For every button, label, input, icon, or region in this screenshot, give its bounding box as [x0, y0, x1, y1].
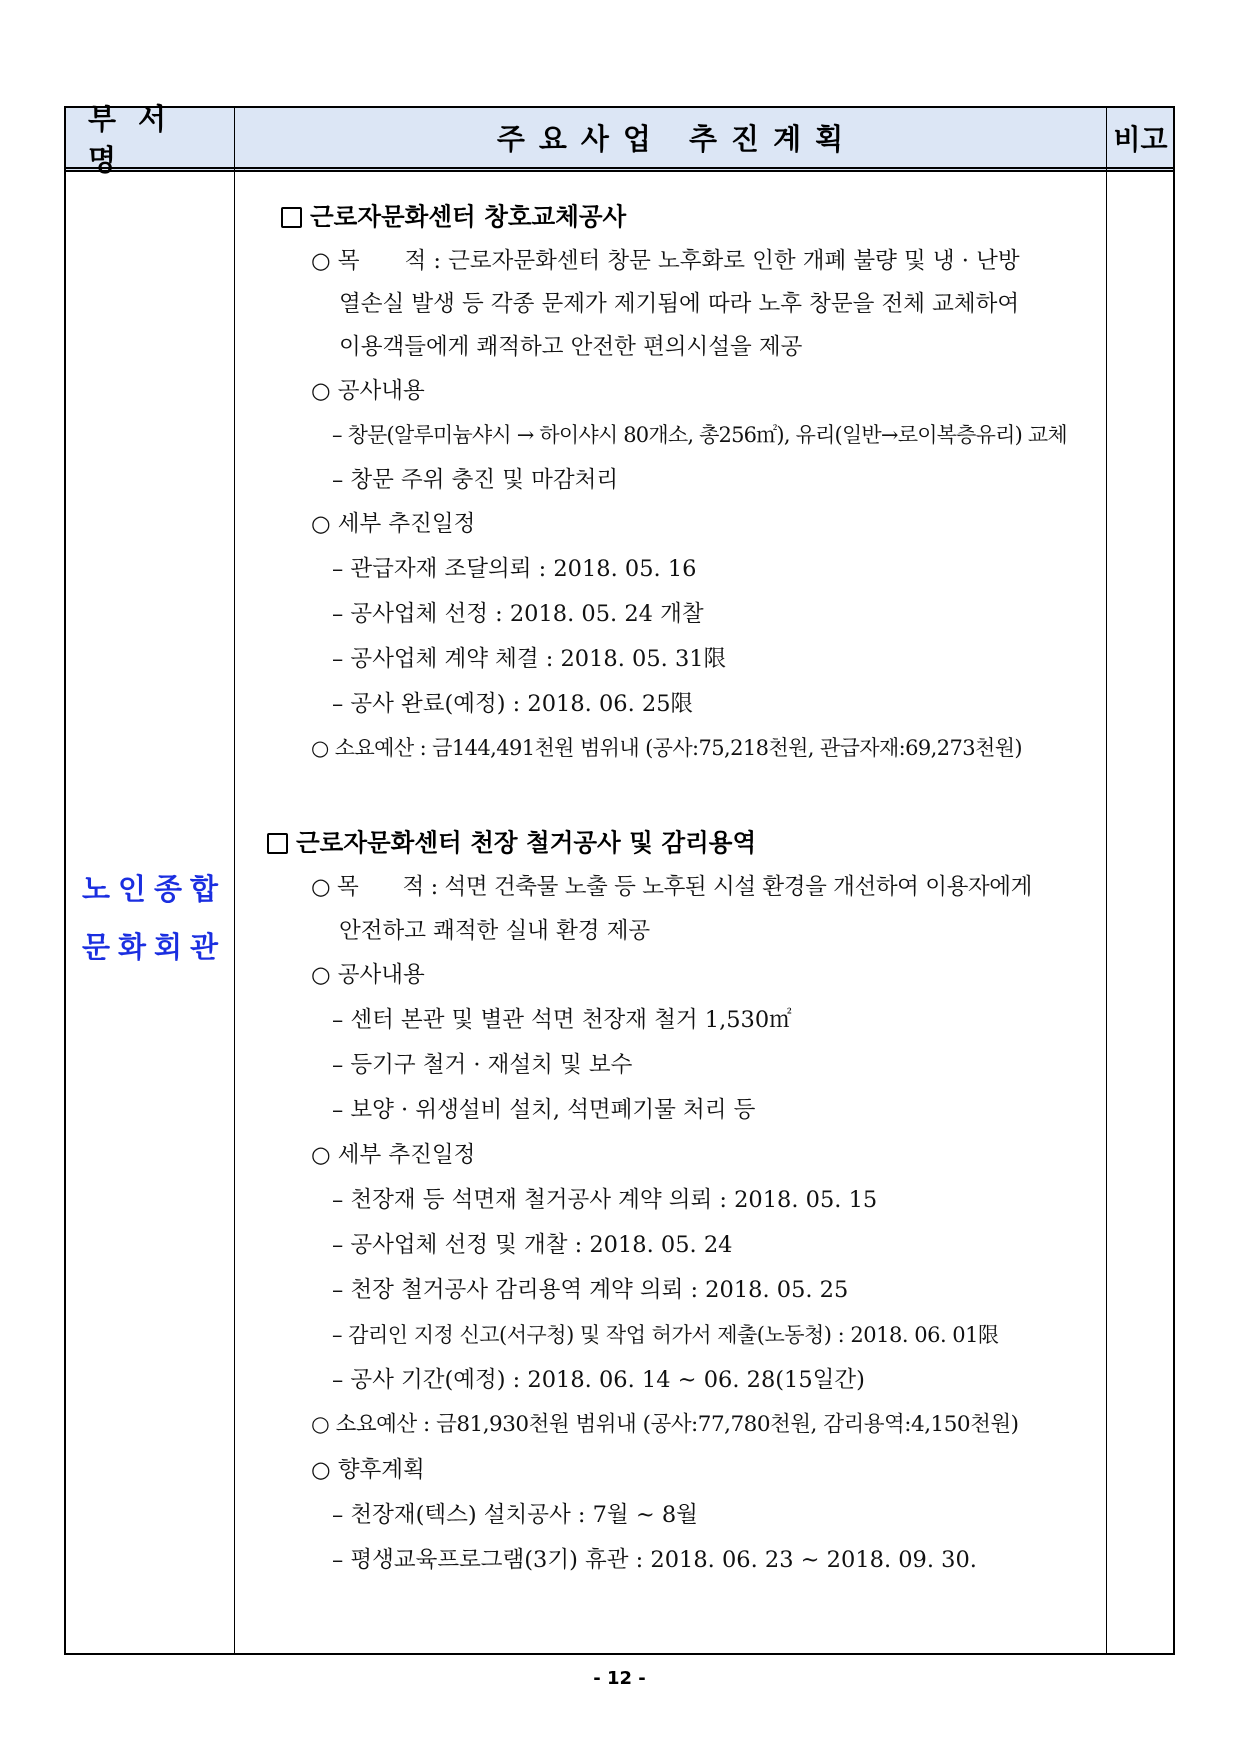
department-name-line-2: 문화회관 [81, 930, 227, 964]
checkbox-square-icon [281, 207, 302, 228]
header-department: 부서명 [88, 101, 189, 177]
project-2-title [267, 828, 756, 858]
project-1-schedule-item-2: – 공사업체 선정 : 2018. 05. 24 개찰 [332, 601, 704, 627]
department-name-line-1: 노인종합 [81, 872, 227, 906]
project-2-content-item-2: – 등기구 철거 · 재설치 및 보수 [332, 1052, 633, 1078]
header-remarks: 비고 [1113, 122, 1168, 156]
project-2-content-heading: ○ 공사내용 [311, 962, 425, 988]
project-2-future-heading: ○ 향후계획 [311, 1457, 425, 1483]
plan-table [64, 101, 1175, 1655]
project-2-schedule-heading: ○ 세부 추진일정 [311, 1142, 476, 1168]
project-2-content-item-1: – 센터 본관 및 별관 석면 천장재 철거 1,530㎡ [332, 1007, 792, 1033]
project-1-purpose-line-2: 열손실 발생 등 각종 문제가 제기됨에 따라 노후 창문을 전체 교체하여 [339, 291, 1020, 317]
page-number: - 12 - [593, 1668, 646, 1689]
project-2-schedule-item-2: – 공사업체 선정 및 개찰 : 2018. 05. 24 [332, 1232, 733, 1258]
table-header [66, 101, 1173, 177]
project-1-budget: ○ 소요예산 : 금144,491천원 범위내 (공사:75,218천원, 관급자재:69,273천원) [311, 736, 1022, 760]
project-2-schedule-item-1: – 천장재 등 석면재 철거공사 계약 의뢰 : 2018. 05. 15 [332, 1187, 878, 1213]
project-2-schedule-item-3: – 천장 철거공사 감리용역 계약 의뢰 : 2018. 05. 25 [332, 1277, 849, 1303]
project-2-schedule-item-5: – 공사 기간(예정) : 2018. 06. 14 ~ 06. 28(15일간) [332, 1367, 865, 1393]
project-2-schedule-item-4: – 감리인 지정 신고(서구청) 및 작업 허가서 제출(노동청) : 2018. 06. 01限 [332, 1323, 999, 1347]
project-1-purpose-line-1: ○ 목 적 : 근로자문화센터 창문 노후화로 인한 개폐 불량 및 냉 · 난방 [311, 248, 1020, 274]
project-1-schedule-item-4: – 공사 완료(예정) : 2018. 06. 25限 [332, 691, 694, 717]
project-1-content-item-2: – 창문 주위 충진 및 마감처리 [332, 467, 619, 493]
project-2-purpose-line-1: ○ 목 적 : 석면 건축물 노출 등 노후된 시설 환경을 개선하여 이용자에게 [311, 874, 1032, 900]
checkbox-square-icon [267, 833, 288, 854]
column-divider-right [1106, 108, 1107, 1653]
project-1-title [281, 202, 626, 232]
project-2-budget: ○ 소요예산 : 금81,930천원 범위내 (공사:77,780천원, 감리용역:4,150천원) [311, 1412, 1019, 1437]
column-divider-left [234, 108, 235, 1653]
project-2-content-item-3: – 보양 · 위생설비 설치, 석면폐기물 처리 등 [332, 1097, 756, 1123]
project-1-schedule-item-1: – 관급자재 조달의뢰 : 2018. 05. 16 [332, 556, 697, 582]
department-name [66, 860, 234, 976]
header-main-plan: 주요사업 추진계획 [496, 122, 858, 156]
project-1-purpose-line-3: 이용객들에게 쾌적하고 안전한 편의시설을 제공 [339, 334, 803, 360]
project-1-schedule-item-3: – 공사업체 계약 체결 : 2018. 05. 31限 [332, 646, 727, 672]
project-2-title-text: 근로자문화센터 천장 철거공사 및 감리용역 [296, 828, 757, 857]
project-1-title-text: 근로자문화센터 창호교체공사 [310, 202, 627, 231]
project-1-schedule-heading: ○ 세부 추진일정 [311, 511, 476, 537]
project-2-future-item-2: – 평생교육프로그램(3기) 휴관 : 2018. 06. 23 ~ 2018. 09. 30. [332, 1547, 977, 1573]
project-2-future-item-1: – 천장재(텍스) 설치공사 : 7월 ~ 8월 [332, 1502, 698, 1528]
project-2-purpose-line-2: 안전하고 쾌적한 실내 환경 제공 [339, 918, 651, 944]
project-1-content-heading: ○ 공사내용 [311, 378, 425, 404]
project-1-content-item-1: – 창문(알루미늄샤시 → 하이샤시 80개소, 총256㎡), 유리(일반→로이복층유리) 교체 [332, 423, 1067, 447]
